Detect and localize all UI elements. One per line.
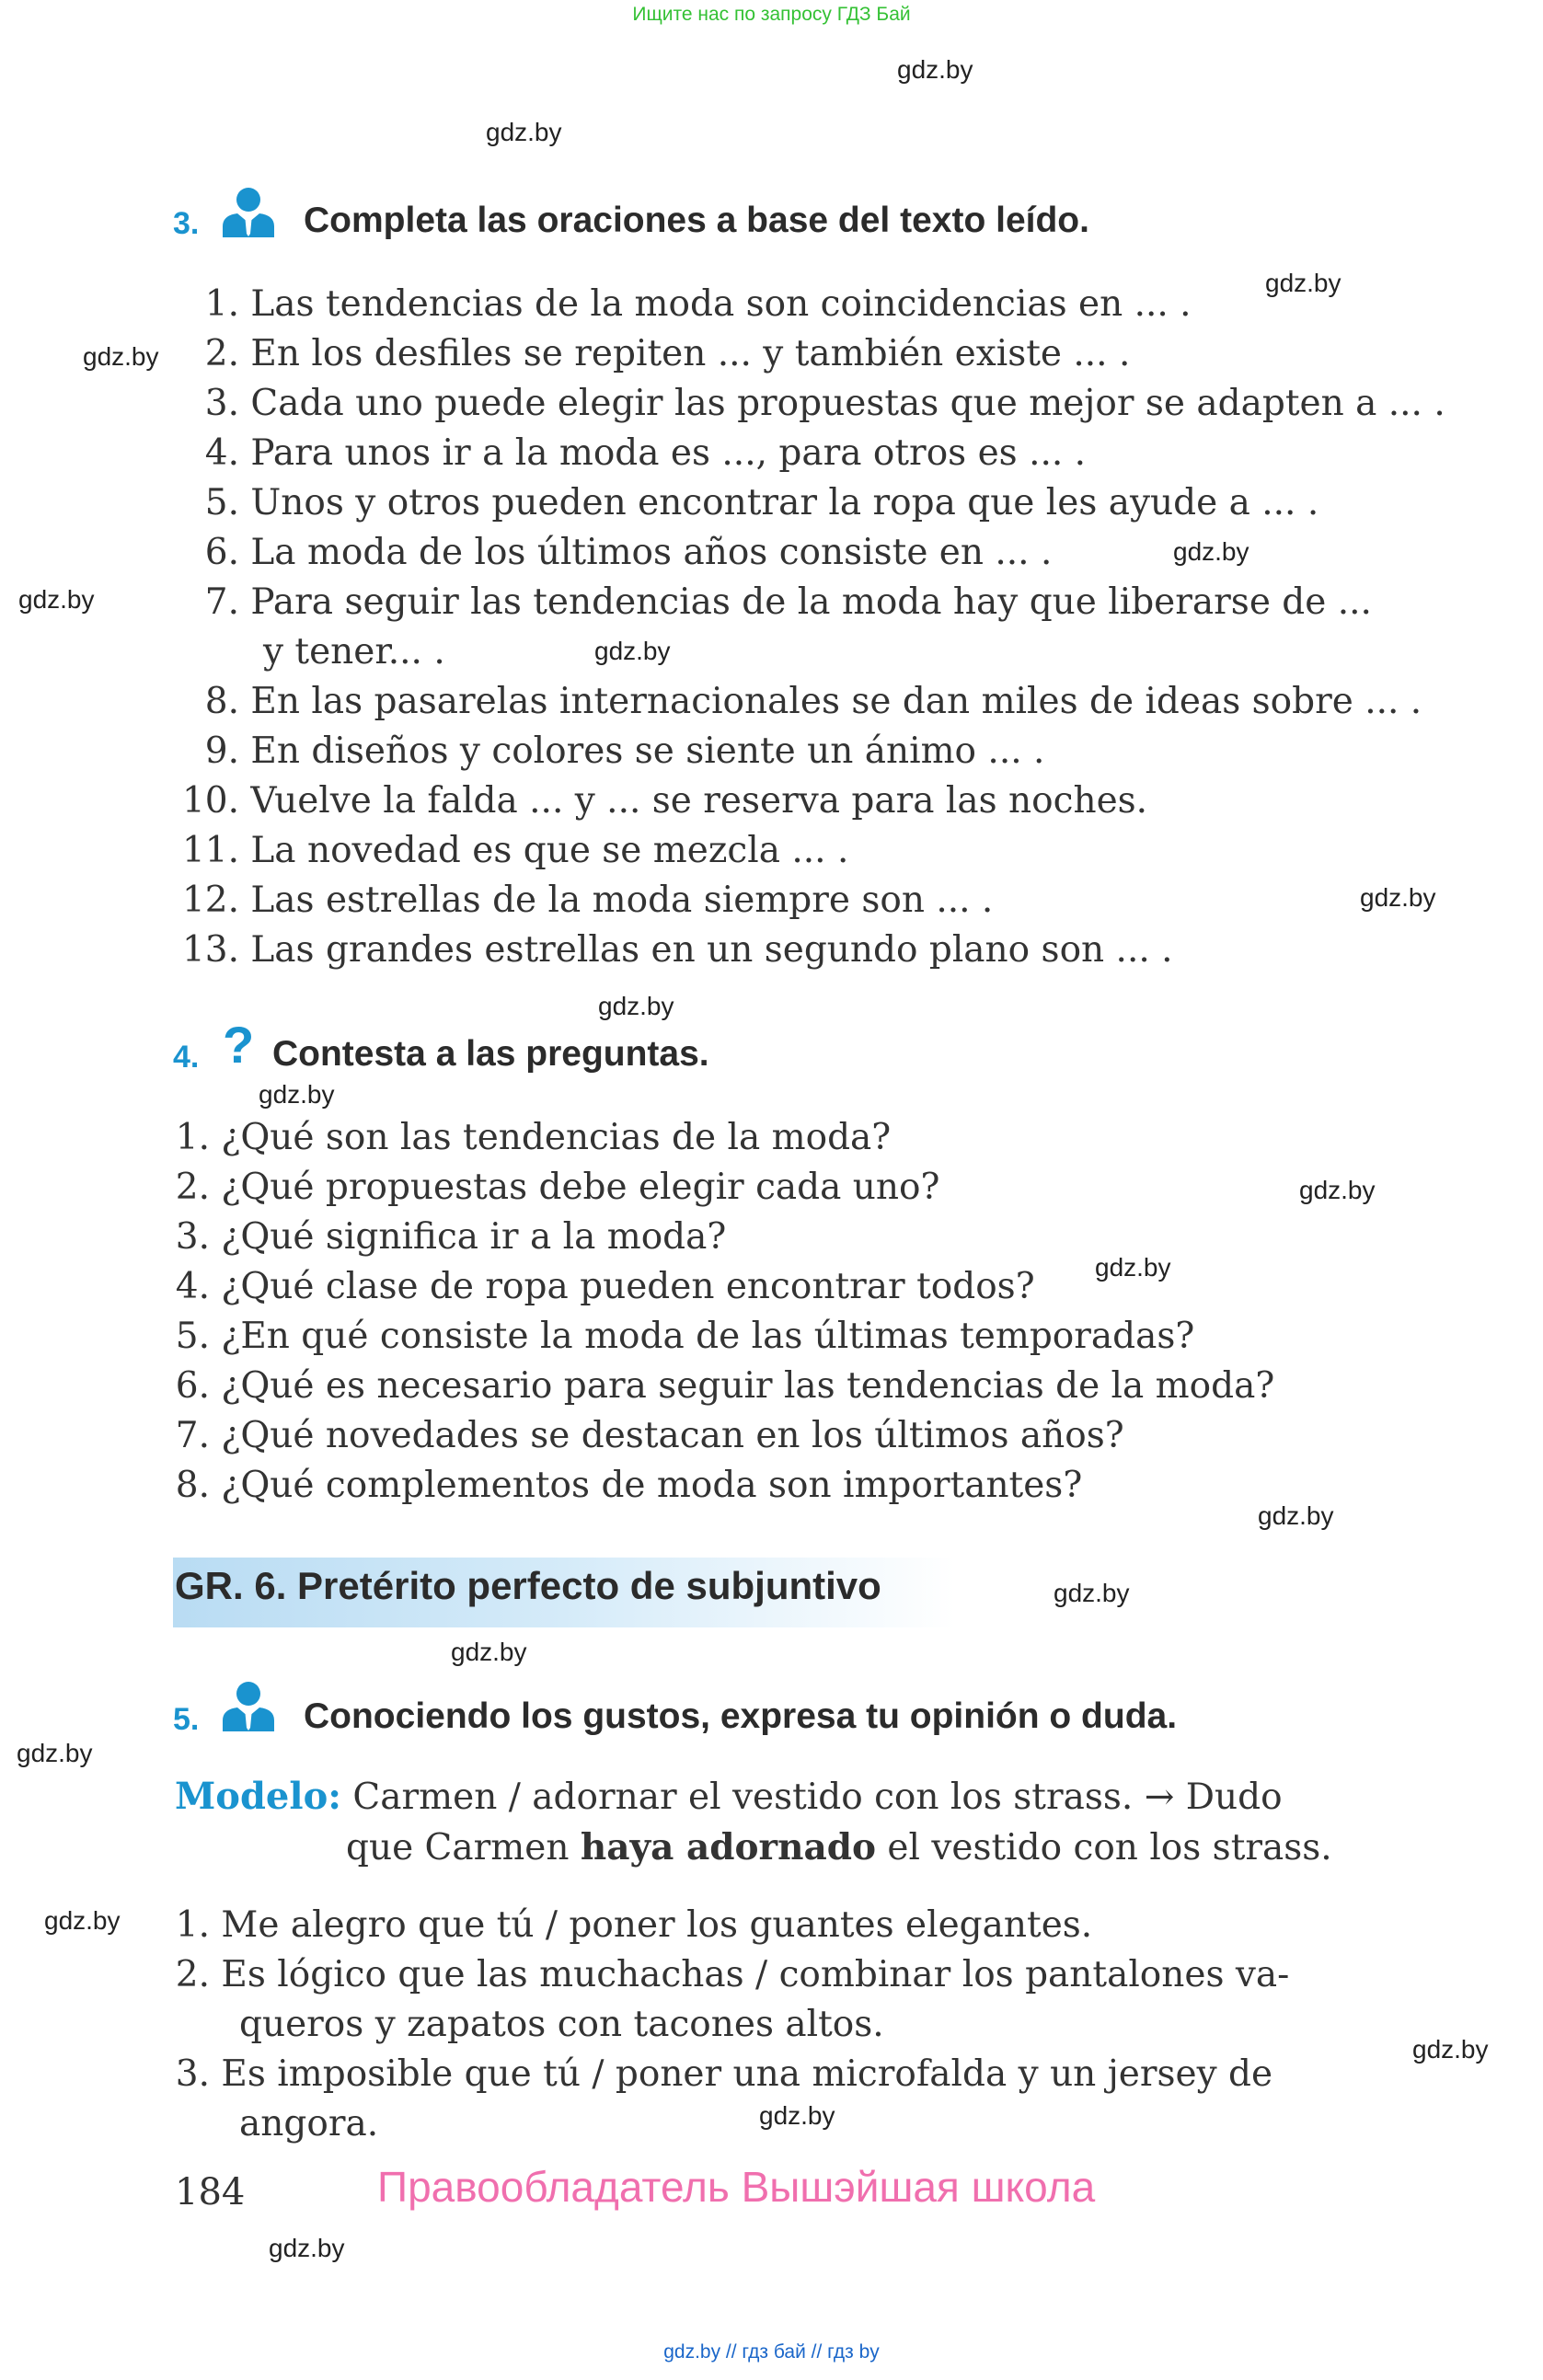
model-line: Modelo: Carmen / adornar el vestido con los strass. → Dudo (175, 1775, 1283, 1818)
list-item: 11. La novedad es que se mezcla ... . (181, 830, 849, 871)
watermark: gdz.by (897, 55, 973, 84)
watermark: gdz.by (83, 342, 159, 371)
list-item: 3. Cada uno puede elegir las propuestas que mejor se adapten a ... . (204, 383, 1445, 424)
watermark: gdz.by (1095, 1253, 1171, 1282)
list-item: 10. Vuelve la falda ... y ... se reserva para las noches. (181, 780, 1148, 822)
list-item: 4. ¿Qué clase de ropa pueden encontrar todos? (175, 1266, 1035, 1307)
watermark: gdz.by (1412, 2035, 1489, 2064)
list-item: 13. Las grandes estrellas en un segundo plano son ... . (181, 929, 1173, 971)
watermark: gdz.by (598, 992, 674, 1020)
list-item-continuation: angora. (239, 2103, 379, 2144)
exercise-3-title: Completa las oraciones a base del texto leído. (304, 201, 1089, 240)
watermark: gdz.by (1360, 883, 1436, 912)
list-item: 7. Para seguir las tendencias de la moda hay que liberarse de ... (204, 581, 1372, 623)
exercise-3-list (175, 282, 1445, 973)
watermark: gdz.by (18, 585, 95, 614)
watermark: gdz.by (1054, 1579, 1130, 1607)
list-item: 1. Me alegro que tú / poner los guantes elegantes. (175, 1904, 1093, 1946)
list-item: 2. En los desfiles se repiten ... y también existe ... . (204, 333, 1131, 374)
watermark: gdz.by (1299, 1176, 1376, 1204)
watermark: gdz.by (759, 2101, 835, 2130)
list-item: 6. La moda de los últimos años consiste en ... . (204, 532, 1053, 573)
model-line: que Carmen haya adornado el vestido con los strass. (346, 1826, 1332, 1868)
watermark: gdz.by (1173, 537, 1249, 566)
exercise-5-list (175, 1903, 1289, 2147)
watermark: gdz.by (269, 2234, 345, 2262)
exercise-3-number: 3. (173, 206, 200, 241)
exercise-5-title: Conociendo los gustos, expresa tu opinión o duda. (304, 1696, 1178, 1736)
watermark: gdz.by (259, 1080, 335, 1109)
question-icon: ? (223, 1016, 255, 1074)
list-item: 8. En las pasarelas internacionales se dan miles de ideas sobre ... . (204, 681, 1422, 722)
list-item: 2. Es lógico que las muchachas / combinar los pantalones va- (175, 1954, 1290, 1995)
list-item: 5. ¿En qué consiste la moda de las últimas temporadas? (175, 1316, 1195, 1357)
watermark: gdz.by (1258, 1501, 1334, 1530)
list-item-continuation: y tener... . (263, 631, 445, 673)
list-item: 7. ¿Qué novedades se destacan en los últimos años? (175, 1415, 1124, 1456)
list-item-continuation: queros y zapatos con tacones altos. (239, 2004, 884, 2045)
person-icon (221, 186, 276, 241)
watermark: gdz.by (486, 118, 562, 146)
list-item: 8. ¿Qué complementos de moda son importantes? (175, 1465, 1083, 1506)
list-item: 1. ¿Qué son las tendencias de la moda? (175, 1117, 892, 1158)
list-item: 3. Es imposible que tú / poner una microfalda y un jersey de (175, 2053, 1273, 2095)
grammar-title: GR. 6. Pretérito perfecto de subjuntivo (175, 1564, 881, 1607)
exercise-4-title: Contesta a las preguntas. (272, 1034, 709, 1074)
page-number: 184 (175, 2171, 246, 2213)
list-item: 1. Las tendencias de la moda son coincidencias en ... . (204, 283, 1192, 325)
model-label: Modelo: (175, 1775, 342, 1818)
watermark: gdz.by (451, 1638, 527, 1666)
watermark: gdz.by (44, 1906, 121, 1935)
model-example (175, 1774, 1332, 1871)
watermark: gdz.by (1265, 269, 1341, 297)
top-note: Ищите нас по запросу ГДЗ Бай (632, 4, 911, 25)
exercise-4-list (175, 1115, 1274, 1509)
copyright-holder: Правообладатель Вышэйшая школа (377, 2163, 1096, 2211)
bottom-note: gdz.by // гдз бай // гдз by (663, 2341, 880, 2363)
list-item: 3. ¿Qué significa ir a la moda? (175, 1216, 727, 1258)
list-item: 5. Unos y otros pueden encontrar la ropa que les ayude a ... . (204, 482, 1319, 523)
list-item: 12. Las estrellas de la moda siempre son ... . (181, 880, 994, 921)
person-icon (221, 1680, 276, 1735)
list-item: 2. ¿Qué propuestas debe elegir cada uno? (175, 1167, 940, 1208)
exercise-4-number: 4. (173, 1040, 200, 1075)
list-item: 6. ¿Qué es necesario para seguir las tendencias de la moda? (175, 1365, 1275, 1407)
list-item: 9. En diseños y colores se siente un ánimo ... . (204, 730, 1045, 772)
exercise-5-number: 5. (173, 1702, 200, 1737)
watermark: gdz.by (594, 637, 671, 665)
list-item: 4. Para unos ir a la moda es ..., para otros es ... . (204, 432, 1087, 474)
watermark: gdz.by (17, 1739, 93, 1767)
